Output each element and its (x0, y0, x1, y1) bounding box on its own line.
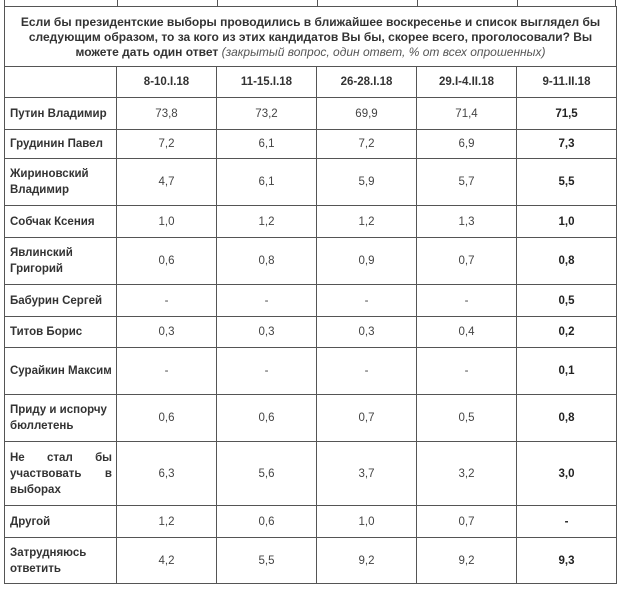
table-cell: 0,6 (117, 395, 217, 442)
table-cell: 6,1 (217, 130, 317, 159)
row-label: Жириновский Владимир (5, 159, 117, 206)
row-label: Собчак Ксения (5, 206, 117, 238)
table-cell: 9,3 (517, 538, 617, 584)
row-label: Не стал бы участвовать в выборах (5, 442, 117, 506)
table-cell: 0,6 (217, 395, 317, 442)
poll-results-table (4, 6, 617, 584)
row-label: Явлинский Григорий (5, 238, 117, 285)
table-cell: 5,5 (517, 159, 617, 206)
table-cell: 5,9 (317, 159, 417, 206)
table-cell: 71,4 (417, 98, 517, 130)
table-cell: - (417, 348, 517, 395)
table-row (5, 130, 617, 159)
table-cell: 0,6 (217, 506, 317, 538)
table-cell: 4,7 (117, 159, 217, 206)
poll-table-frame (4, 0, 616, 593)
table-row (5, 442, 617, 506)
table-cell: 7,2 (117, 130, 217, 159)
table-row (5, 506, 617, 538)
table-cell: 0,3 (317, 317, 417, 348)
row-label: Титов Борис (5, 317, 117, 348)
table-cell: 0,4 (417, 317, 517, 348)
table-cell: - (117, 285, 217, 317)
row-label: Бабурин Сергей (5, 285, 117, 317)
table-cell: 1,0 (317, 506, 417, 538)
column-header: 8-10.I.18 (117, 67, 217, 98)
table-cell: - (517, 506, 617, 538)
table-row (5, 285, 617, 317)
column-header: 29.I-4.II.18 (417, 67, 517, 98)
table-cell: 0,3 (217, 317, 317, 348)
title-row (5, 7, 617, 67)
question-note: (закрытый вопрос, один ответ, % от всех опрошенных) (221, 44, 546, 59)
table-cell: 0,9 (317, 238, 417, 285)
table-cell: 1,3 (417, 206, 517, 238)
table-row (5, 159, 617, 206)
table-cell: 3,7 (317, 442, 417, 506)
column-header: 9-11.II.18 (517, 67, 617, 98)
table-cell: 0,1 (517, 348, 617, 395)
table-cell: 7,2 (317, 130, 417, 159)
table-cell: 0,5 (517, 285, 617, 317)
table-cell: 71,5 (517, 98, 617, 130)
header-empty (5, 67, 117, 98)
table-cell: 0,7 (417, 506, 517, 538)
table-cell: 0,3 (117, 317, 217, 348)
table-cell: - (417, 285, 517, 317)
row-label: Приду и испорчу бюллетень (5, 395, 117, 442)
table-cell: 9,2 (317, 538, 417, 584)
table-row (5, 348, 617, 395)
row-label: Путин Владимир (5, 98, 117, 130)
table-cell: 4,2 (117, 538, 217, 584)
table-cell: 73,2 (217, 98, 317, 130)
table-cell: 3,2 (417, 442, 517, 506)
table-row (5, 538, 617, 584)
table-cell: 1,2 (117, 506, 217, 538)
table-cell: 5,7 (417, 159, 517, 206)
table-cell: 0,8 (517, 395, 617, 442)
row-label: Другой (5, 506, 117, 538)
table-cell: 0,5 (417, 395, 517, 442)
table-cell: 0,7 (317, 395, 417, 442)
table-row (5, 206, 617, 238)
table-cell: 0,8 (517, 238, 617, 285)
row-label: Затрудняюсь ответить (5, 538, 117, 584)
table-cell: 0,8 (217, 238, 317, 285)
table-cell: - (217, 348, 317, 395)
table-row (5, 238, 617, 285)
table-cell: 3,0 (517, 442, 617, 506)
table-cell: - (317, 348, 417, 395)
column-header: 26-28.I.18 (317, 67, 417, 98)
table-row (5, 317, 617, 348)
table-cell: 0,7 (417, 238, 517, 285)
table-cell: 7,3 (517, 130, 617, 159)
table-title (5, 7, 617, 67)
table-cell: 5,5 (217, 538, 317, 584)
table-cell: 73,8 (117, 98, 217, 130)
table-cell: 1,2 (317, 206, 417, 238)
table-row (5, 395, 617, 442)
table-cell: 1,0 (117, 206, 217, 238)
table-cell: - (317, 285, 417, 317)
question-text: Если бы президентские выборы проводились в ближайшее воскресенье и список выглядел бы следующим образом, то за кого из этих кандидатов Вы бы, скорее всего, проголосовали? Вы можете дать один ответ (20, 14, 601, 59)
table-cell: 0,6 (117, 238, 217, 285)
table-cell: 6,9 (417, 130, 517, 159)
header-row (5, 67, 617, 98)
table-cell: 69,9 (317, 98, 417, 130)
table-cell: - (217, 285, 317, 317)
table-row (5, 98, 617, 130)
table-cell: 5,6 (217, 442, 317, 506)
table-cell: 6,3 (117, 442, 217, 506)
table-cell: - (117, 348, 217, 395)
row-label: Сурайкин Максим (5, 348, 117, 395)
table-cell: 1,2 (217, 206, 317, 238)
table-cell: 6,1 (217, 159, 317, 206)
table-cell: 0,2 (517, 317, 617, 348)
table-cell: 1,0 (517, 206, 617, 238)
row-label: Грудинин Павел (5, 130, 117, 159)
table-cell: 9,2 (417, 538, 517, 584)
column-header: 11-15.I.18 (217, 67, 317, 98)
